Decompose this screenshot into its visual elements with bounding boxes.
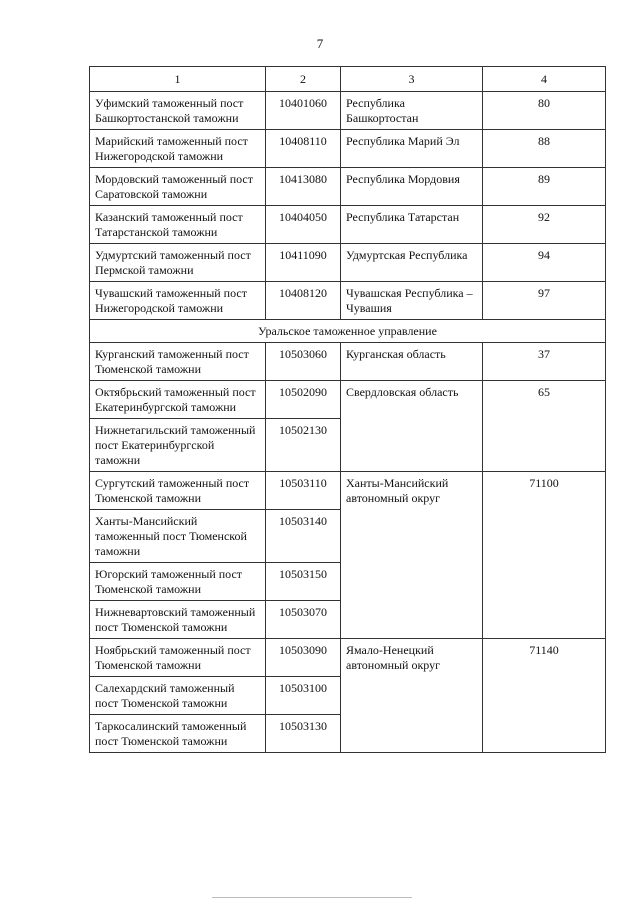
scan-edge-line <box>212 897 412 898</box>
post-name-cell: Курганский таможенный пост Тюменской таможни <box>90 343 266 381</box>
region-code-cell: 37 <box>483 343 606 381</box>
section-title: Уральское таможенное управление <box>90 320 606 343</box>
post-name-cell: Сургутский таможенный пост Тюменской таможни <box>90 472 266 510</box>
region-cell: Республика Башкортостан <box>341 92 483 130</box>
table-row <box>90 244 606 282</box>
post-code-cell: 10502130 <box>266 419 341 472</box>
table-row <box>90 92 606 130</box>
region-code-cell: 89 <box>483 168 606 206</box>
post-code-cell: 10503100 <box>266 677 341 715</box>
post-code-cell: 10503070 <box>266 601 341 639</box>
table-row <box>90 639 606 677</box>
post-name-cell: Ханты-Мансийский таможенный пост Тюменской таможни <box>90 510 266 563</box>
post-name-cell: Таркосалинский таможенный пост Тюменской таможни <box>90 715 266 753</box>
column-header-4: 4 <box>483 67 606 92</box>
region-cell: Курганская область <box>341 343 483 381</box>
region-code-cell: 88 <box>483 130 606 168</box>
post-name-cell: Уфимский таможенный пост Башкортостанской таможни <box>90 92 266 130</box>
section-header-row <box>90 320 606 343</box>
region-cell: Ханты-Мансийский автономный округ <box>341 472 483 639</box>
region-code-cell: 71100 <box>483 472 606 639</box>
post-code-cell: 10503130 <box>266 715 341 753</box>
post-code-cell: 10503140 <box>266 510 341 563</box>
post-code-cell: 10401060 <box>266 92 341 130</box>
region-code-cell: 71140 <box>483 639 606 753</box>
post-name-cell: Мордовский таможенный пост Саратовской таможни <box>90 168 266 206</box>
post-name-cell: Нижневартовский таможенный пост Тюменской таможни <box>90 601 266 639</box>
region-cell: Свердловская область <box>341 381 483 472</box>
table-row <box>90 282 606 320</box>
region-cell: Республика Татарстан <box>341 206 483 244</box>
post-code-cell: 10413080 <box>266 168 341 206</box>
post-name-cell: Казанский таможенный пост Татарстанской таможни <box>90 206 266 244</box>
table-row <box>90 472 606 510</box>
region-cell: Республика Мордовия <box>341 168 483 206</box>
region-code-cell: 97 <box>483 282 606 320</box>
post-name-cell: Марийский таможенный пост Нижегородской таможни <box>90 130 266 168</box>
region-cell: Республика Марий Эл <box>341 130 483 168</box>
post-code-cell: 10503060 <box>266 343 341 381</box>
region-cell: Чувашская Республика – Чувашия <box>341 282 483 320</box>
post-name-cell: Октябрьский таможенный пост Екатеринбургской таможни <box>90 381 266 419</box>
post-code-cell: 10411090 <box>266 244 341 282</box>
table-row <box>90 206 606 244</box>
customs-posts-table <box>89 66 606 753</box>
table-row <box>90 381 606 419</box>
region-code-cell: 65 <box>483 381 606 472</box>
region-cell: Ямало-Ненецкий автономный округ <box>341 639 483 753</box>
post-code-cell: 10408120 <box>266 282 341 320</box>
post-code-cell: 10503090 <box>266 639 341 677</box>
post-code-cell: 10503150 <box>266 563 341 601</box>
region-cell: Удмуртская Республика <box>341 244 483 282</box>
region-code-cell: 80 <box>483 92 606 130</box>
column-header-1: 1 <box>90 67 266 92</box>
post-code-cell: 10502090 <box>266 381 341 419</box>
region-code-cell: 94 <box>483 244 606 282</box>
post-name-cell: Салехардский таможенный пост Тюменской таможни <box>90 677 266 715</box>
region-code-cell: 92 <box>483 206 606 244</box>
post-name-cell: Ноябрьский таможенный пост Тюменской таможни <box>90 639 266 677</box>
table-row <box>90 168 606 206</box>
column-header-2: 2 <box>266 67 341 92</box>
column-header-3: 3 <box>341 67 483 92</box>
post-name-cell: Нижнетагильский таможенный пост Екатеринбургской таможни <box>90 419 266 472</box>
table-row <box>90 130 606 168</box>
post-code-cell: 10404050 <box>266 206 341 244</box>
post-code-cell: 10503110 <box>266 472 341 510</box>
post-name-cell: Югорский таможенный пост Тюменской таможни <box>90 563 266 601</box>
header-row <box>90 67 606 92</box>
page-number: 7 <box>316 36 324 51</box>
post-name-cell: Удмуртский таможенный пост Пермской таможни <box>90 244 266 282</box>
post-code-cell: 10408110 <box>266 130 341 168</box>
post-name-cell: Чувашский таможенный пост Нижегородской таможни <box>90 282 266 320</box>
table-row <box>90 343 606 381</box>
